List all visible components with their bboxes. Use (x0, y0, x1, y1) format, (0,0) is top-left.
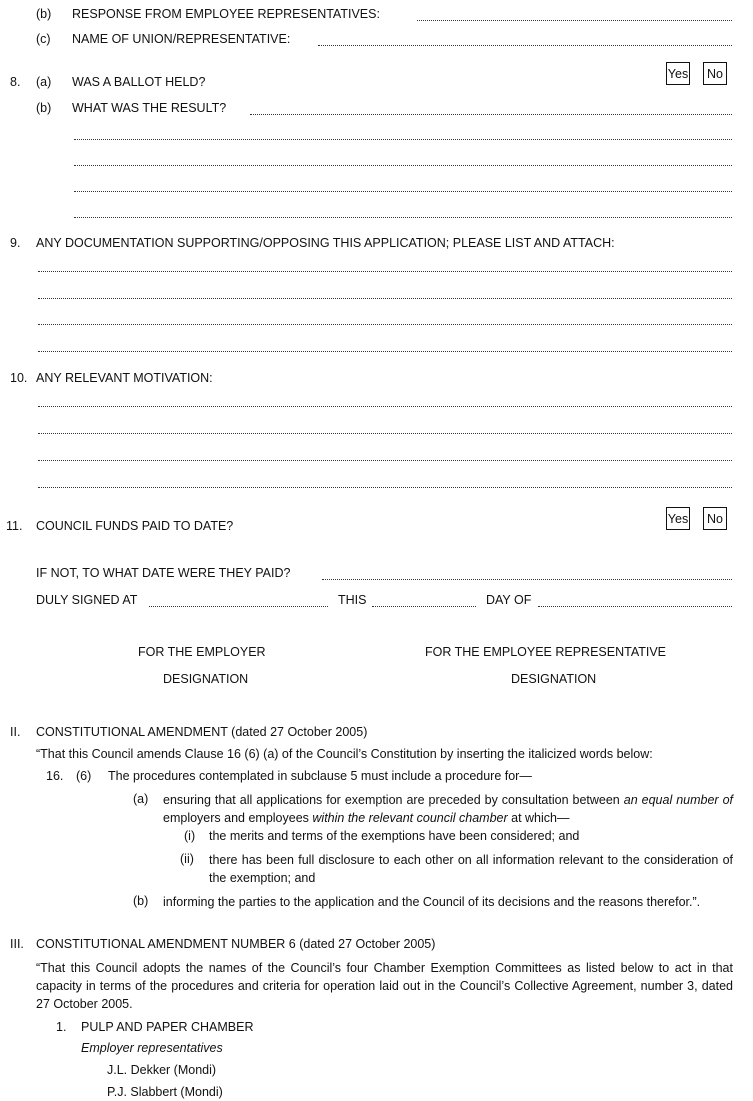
item-ii-text: there has been full disclosure to each other on all information relevant to the consideration of the exemption; and (209, 853, 733, 885)
section2-heading: CONSTITUTIONAL AMENDMENT (dated 27 October 2005) (36, 725, 368, 739)
q9-number: 9. (10, 236, 21, 250)
q8a-letter: (a) (36, 75, 52, 89)
item-a-italic-2: within the relevant council chamber (312, 811, 508, 825)
q8a-label: WAS A BALLOT HELD? (72, 75, 206, 89)
q8b-letter: (b) (36, 101, 52, 115)
q8b-answer-line[interactable] (250, 114, 732, 115)
subclause-6-text: The procedures contemplated in subclause 5 must include a procedure for— (108, 769, 532, 783)
item-b-letter: (b) (133, 894, 149, 908)
paid-date-line[interactable] (322, 579, 732, 580)
q10-answer-line[interactable] (38, 460, 732, 461)
q11-yes-checkbox[interactable]: Yes (666, 507, 690, 530)
item-a-text-part2: employers and employees (163, 811, 313, 825)
q10-answer-line[interactable] (38, 433, 732, 434)
item-a-italic-1: an equal number of (623, 793, 733, 807)
q11-number: 11. (6, 519, 23, 533)
clause-16-number: 16. (46, 769, 64, 783)
if-not-label: IF NOT, TO WHAT DATE WERE THEY PAID? (36, 566, 291, 580)
item-a-text-part3: at which— (507, 811, 570, 825)
this-label: THIS (338, 593, 367, 607)
q10-answer-line[interactable] (38, 487, 732, 488)
rep-name: P.J. Slabbert (Mondi) (107, 1085, 223, 1099)
chamber-item-label: PULP AND PAPER CHAMBER (81, 1020, 254, 1034)
q9-answer-line[interactable] (38, 271, 732, 272)
employer-reps-label: Employer representatives (81, 1041, 223, 1055)
q11-label: COUNCIL FUNDS PAID TO DATE? (36, 519, 234, 533)
subclause-6-number: (6) (76, 769, 92, 783)
q11-no-checkbox[interactable]: No (703, 507, 727, 530)
day-of-line[interactable] (538, 606, 732, 607)
item-a-text-part1: ensuring that all applications for exemption are preceded by consultation between (163, 793, 624, 807)
q9-answer-line[interactable] (38, 351, 732, 352)
q8b-label: WHAT WAS THE RESULT? (72, 101, 227, 115)
item-i-number: (i) (184, 829, 196, 843)
q10-answer-line[interactable] (38, 406, 732, 407)
item-a-letter: (a) (133, 792, 149, 806)
q8-no-checkbox[interactable]: No (703, 62, 727, 85)
q7c-letter: (c) (36, 32, 51, 46)
item-b-text: informing the parties to the application and the Council of its decisions and the reasons therefor.”. (163, 895, 701, 909)
rep-name: J.L. Dekker (Mondi) (107, 1063, 217, 1077)
q7b-label: RESPONSE FROM EMPLOYEE REPRESENTATIVES: (72, 7, 380, 21)
section3-intro: “That this Council adopts the names of the Council’s four Chamber Exemption Committees as listed below to act in that capacity in terms of the procedures and criteria for operation laid out in the Council’s Collective Agreement, number 3, dated 27 October 2005. (36, 961, 733, 1011)
item-a-text (163, 791, 733, 827)
item-ii-number: (ii) (180, 852, 194, 866)
for-employee-label: FOR THE EMPLOYEE REPRESENTATIVE (425, 645, 667, 659)
designation-left-label: DESIGNATION (163, 672, 249, 686)
q9-answer-line[interactable] (38, 324, 732, 325)
q7b-letter: (b) (36, 7, 52, 21)
section2-number: II. (10, 725, 21, 739)
q10-label: ANY RELEVANT MOTIVATION: (36, 371, 213, 385)
q8b-answer-line[interactable] (74, 217, 732, 218)
this-line[interactable] (372, 606, 476, 607)
q7b-answer-line[interactable] (417, 20, 732, 21)
designation-right-label: DESIGNATION (511, 672, 597, 686)
section3-heading: CONSTITUTIONAL AMENDMENT NUMBER 6 (dated 27 October 2005) (36, 937, 436, 951)
for-employer-label: FOR THE EMPLOYER (138, 645, 266, 659)
section3-number: III. (10, 937, 24, 951)
q10-number: 10. (10, 371, 28, 385)
q8-number: 8. (10, 75, 21, 89)
q8b-answer-line[interactable] (74, 191, 732, 192)
q8b-answer-line[interactable] (74, 139, 732, 140)
signed-at-line[interactable] (149, 606, 328, 607)
chamber-item-number: 1. (56, 1020, 67, 1034)
q7c-label: NAME OF UNION/REPRESENTATIVE: (72, 32, 291, 46)
q8-yes-checkbox[interactable]: Yes (666, 62, 690, 85)
q9-label: ANY DOCUMENTATION SUPPORTING/OPPOSING THIS APPLICATION; PLEASE LIST AND ATTACH: (36, 236, 615, 250)
section2-intro: “That this Council amends Clause 16 (6) (a) of the Council’s Constitution by inserting the italicized words below: (36, 747, 653, 761)
signed-at-label: DULY SIGNED AT (36, 593, 138, 607)
day-of-label: DAY OF (486, 593, 532, 607)
q8b-answer-line[interactable] (74, 165, 732, 166)
q7c-answer-line[interactable] (318, 45, 732, 46)
item-i-text: the merits and terms of the exemptions have been considered; and (209, 829, 580, 843)
q9-answer-line[interactable] (38, 298, 732, 299)
